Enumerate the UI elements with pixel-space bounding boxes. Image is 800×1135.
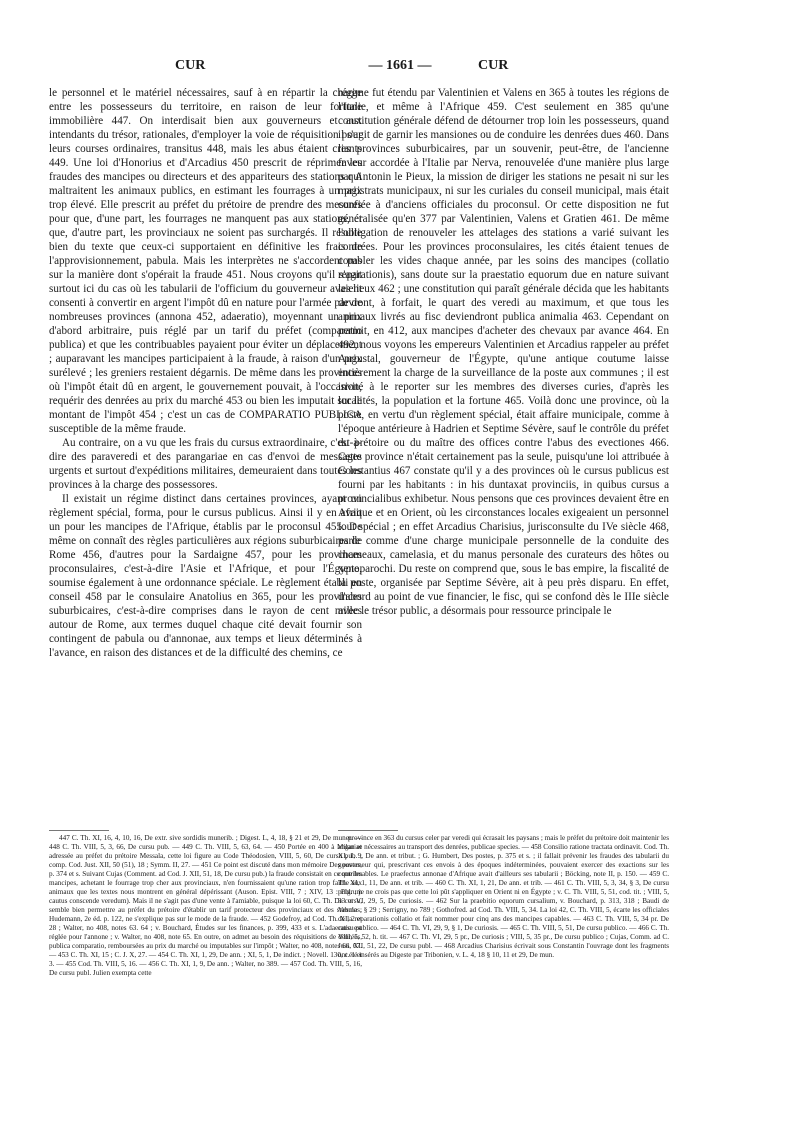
- footnote-divider: [338, 830, 398, 831]
- left-footnotes-text: 447 C. Th. XI, 16, 4, 10, 16, De extr. sive sordidis munerib. ; Digest. L, 4, 18, § 21 et 29, De muner. — 448 C. Th. VIII, 5, 3, 66, De cursu pub. — 449 C. Th. VIII, 5, 63, 64. — 450 Portée en 400 à Milan et adressée au préfet du prétoire Messala, cette loi figure au Code Théodosien, VIII, 5, 60, De cursu pub. ; comp. Cod. Just. XII, 50 (51), 18 ; Symm. II, 27. — 451 Ce point est discuté dans mon mémoire Des postes, p. 374 et s. Suivant Cujas (Comment. ad Cod. J. XII, 51, 18, De cursu pub.) la fraude consistait en ce que les mancipes, achetant le fourrage trop cher aux provinciaux, n'en fournissaient qu'une ration trop faible aux animaux que les textes nous montrent en général dépérissant (Auson. Epist. VIII, 7 ; XIV, 13 : Pigrum cautus conscende veredum). Mais il ne s'agit pas d'une vente à l'amiable, puisque la loi 60, C. Th. De cursu, semble bien permettre au préfet du prétoire d'établir un tarif protecteur des provinciaux et des stabula ; Hudemann, 2e éd. p. 122, ne s'explique pas sur le mode de la fraude. — 452 Godefroy, ad Cod. Th. XI, 2 et 28 ; Walter, no 408, notes 63. 64 ; v. Bouchard, Études sur les finances, p. 399, 433 et s. L'adaeratio est réglée pour l'annone ; v. Walter, no 408, note 65. En outre, on admet au besoin des réquisitions de denrées, publica comparatio, remboursées au prix du marché ou imputables sur l'impôt ; Walter, no 408, notes 66, 67. — 453 C. Th. XI, 15 ; C. J. X, 27. — 454 C. Th. XI, 1, 29, De ann. ; XI, 5, 1, De indict. ; Novell. 130, c. 1 et 3. — 455 Cod. Th. VIII, 5, 16. — 456 C. Th. XI, 1, 9, De ann. ; Walter, no 389. — 457 Cod. Th. VIII, 5, 16, De cursu publ. Julien exempta cette: [49, 834, 362, 977]
- left-footnotes: [49, 834, 362, 1062]
- page-number: — 1661 —: [368, 58, 432, 73]
- right-column: [338, 86, 669, 1062]
- running-header: [0, 58, 800, 80]
- left-column: [49, 86, 362, 1062]
- header-right-term: CUR: [478, 58, 509, 73]
- right-paragraph-1: régime fut étendu par Valentinien et Valens en 365 à toutes les régions de l'Italie, et même à l'Afrique 459. C'est seulement en 385 qu'une constitution générale défend de détourner trop loin les possesseurs, quand il s'agit de garnir les mansiones ou de conduire les denrées dues 460. Dans les provinces suburbicaires, par un souvenir, peut-être, de l'ancienne faveur accordée à l'Italie par Nerva, renouvelée d'une manière plus large par Antonin le Pieux, la mission de diriger les stations ne pesait ni sur les magistrats municipaux, ni sur les curiales du conseil municipal, mais était confiée à d'anciens officiales du proconsul. Or cette disposition ne fut généralisée qu'en 377 par Valentinien, Valens et Gratien 461. De même l'obligation de renouveler les attelages des stations a varié suivant les contrées. Pour les provinces proconsulaires, les cités étaient tenues de combler les vides chaque année, par les soins des mancipes (collatio reparationis), sans doute sur la praestatio equorum due en nature suivant les lieux 462 ; une constitution qui paraît générale décida que les habitants devront, à forfait, le quart des veredi au maximum, et que tous les animaux livrés au fisc deviendront publica animalia 463. Cependant on permit, en 412, aux mancipes d'acheter des chevaux par avance 464. En 492, nous voyons les empereurs Valentinien et Arcadius rappeler au préfet Augustal, gouverneur de l'Égypte, qu'une antique coutume laisse entièrement la charge de la surveillance de la poste aux communes ; il est invité à le reporter sur les membres des diverses curies, d'après les localités, la population et la fortune 465. Voilà donc une province, où la poste, en vertu d'un règlement spécial, était affaire municipale, comme à l'époque antérieure à Hadrien et Septime Sévère, sauf le contrôle du préfet du prétoire ou du maître des offices contre l'abus des evectiones 466. Cette province n'était certainement pas la seule, puisqu'une loi attribuée à Constantius 467 constate qu'il y a des provinces où le cursus publicus est fourni par les habitants : in his duntaxat provinciis, in quibus cursus a provincialibus exhibetur. Nous pensons que ces provinces devaient être en Afrique et en Orient, où les circonstances locales exigeaient un personnel tout spécial ; en effet Arcadius Charisius, jurisconsulte du IVe siècle 468, parle comme d'une charge municipale personnelle de la conduite des chameaux, camelasia, et du manus personale des curateurs des hôtes ou xenoparochi. Du reste on comprend que, sous le bas empire, la fiscalité de la poste, organisée par Septime Sévère, ait à peu près disparu. En effet, d'abord au point de vue financier, le fisc, qui se confond dès le IIIe siècle avec le trésor public, a désormais pour ressource principale le: [338, 87, 669, 617]
- left-paragraph-1: le personnel et le matériel nécessaires, sauf à en répartir la charge entre les possesseurs du territoire, en raison de leur fortune immobilière 447. On interdisait bien aux gouverneurs et aux intendants du trésor, rationales, d'employer la voie de réquisition pour leurs courses ordinaires, transitus 448, mais les abus étaient criants 449. Une loi d'Honorius et d'Arcadius 450 prescrit de réprimer les fraudes des mancipes ou directeurs et des appariteurs des stations qui maltraitent les animaux publics, en estimant les fourrages à un prix trop élevé. Elle prescrit au préfet du prétoire de prendre des mesures pour que, d'une part, les fourrages ne manquent pas aux stations, et que, d'autre part, les provinciaux ne soient pas surchargés. Il résulte bien du texte que ceux-ci supportaient en définitive les frais de l'approvisionnement, pabula. Mais les interprètes ne s'accordent pas sur la manière dont s'opérait la fraude 451. Nous croyons qu'il s'agit surtout ici du cas où les tabularii de l'officium du gouverneur avaient consenti à convertir en argent l'impôt dû en nature pour l'armée par de nombreuses provinces (annona 452, adaeratio), moyennant un prix d'abord arbitraire, puis réglé par un tarif du préfet (comparatio publica) et que les contribuables payaient pour éviter un déplacement ; auparavant les mancipes participaient à la fraude, à raison d'un prix surélevé ; les greniers restaient dégarnis. De même dans les provinces où l'impôt était dû en argent, le gouvernement pouvait, à l'occasion, requérir des denrées au prix du marché 453 ou bien les imputait sur le montant de l'impôt 454 ; c'est un cas de COMPARATIO PUBLICA susceptible de la même fraude.: [49, 87, 362, 435]
- header-left-term: CUR: [175, 58, 206, 73]
- left-body: [49, 86, 362, 826]
- left-paragraph-2: Au contraire, on a vu que les frais du cursus extraordinaire, c'est-à-dire des paraveredi et des parangariae en cas d'envoi de messages urgents et surtout d'expéditions militaires, demeuraient dans toutes les provinces à la charge des possessores.: [49, 437, 362, 491]
- right-footnotes: [338, 834, 669, 1062]
- right-footnotes-text: province en 363 du cursus celer par veredi qui écrasait les paysans ; mais le préfet du prétoire doit maintenir les angariae nécessaires au transport des denrées, publicae species. — 458 Consilio ratione tractata ordinavit. Cod. Th. XI, 1, 9, De ann. et tribut. ; G. Humbert, Des postes, p. 375 et s. ; il fallait prévenir les fraudes des tabularii du gouverneur qui, prescrivant ces envois à des époques indéterminées, pouvaient exercer des exactions sur les contribuables. Le praefectus annonae d'Afrique avait d'ailleurs ses tabularii ; Böcking, note II, p. 150. — 459 C. Th. XI, 1, 11, De ann. et trib. — 460 C. Th. XI, 1, 21, De ann. et trib. — 461 C. Th. VIII, 5, 3, 34, § 3, De cursu publ. ; je ne crois pas que cette loi pût s'appliquer en Orient ni en Égypte ; v. C. Th. VIII, 5, 51, cod. tit. ; VIII, 5, 33 et VI, 29, 5, De curiosis. — 462 Sur la praebitio equorum cursalium, v. Bouchard, p. 313, 318 ; Baudi de Vesmes, § 29 ; Serrigny, no 789 ; Gothofred. ad Cod. Th. VIII, 5, 34. La loi 42, C. Th. VIII, 5, écarte les officiales de la reparationis collatio et fait nommer pour cinq ans des mancipes capables. — 463 C. Th. VIII, 5, 34 pr. De cursu publico. — 464 C. Th. VI, 29, 9, § 1, De curiosis. — 465 C. Th. VIII, 5, 51, De cursu publico. — 466 C. Th. VIII, 5, 52, h. tit. — 467 C. Th. VI, 29, 5 pr., De curiosis ; VIII, 5, 35 pr., De cursu publico ; Cujas, Comm. ad C. Just. XII, 51, 22, De cursu publ. — 468 Arcadius Charisius écrivait sous Constantin l'ouvrage dont les fragments ont été insérés au Digeste par Tribonien, v. L. 4, 18 § 10, 11 et 29, De mun.: [338, 834, 669, 959]
- footnote-divider: [49, 830, 109, 831]
- left-paragraph-3: Il existait un régime distinct dans certaines provinces, ayant un règlement spécial, forma, pour le cursus publicus. Ainsi il y en avait un pour les mancipes de l'Afrique, établis par le proconsul 455. De même on connaît des règles particulières aux régions suburbicaires de Rome 456, d'autres pour la Sardaigne 457, pour les provinces proconsulaires, c'est-à-dire l'Asie et l'Afrique, et pour l'Égypte, soumise également à une ordonnance spéciale. Le règlement établi en conseil 458 par le consulaire Anatolius en 365, pour les provinces suburbicaires, c'est-à-dire comprises dans le rayon de cent milles autour de Rome, aux termes duquel chaque cité devait fournir son contingent de pabula ou d'annonae, aux temps et lieux déterminés à l'avance, en raison des distances et de la difficulté des chemins, ce: [49, 493, 362, 659]
- right-body: [338, 86, 669, 826]
